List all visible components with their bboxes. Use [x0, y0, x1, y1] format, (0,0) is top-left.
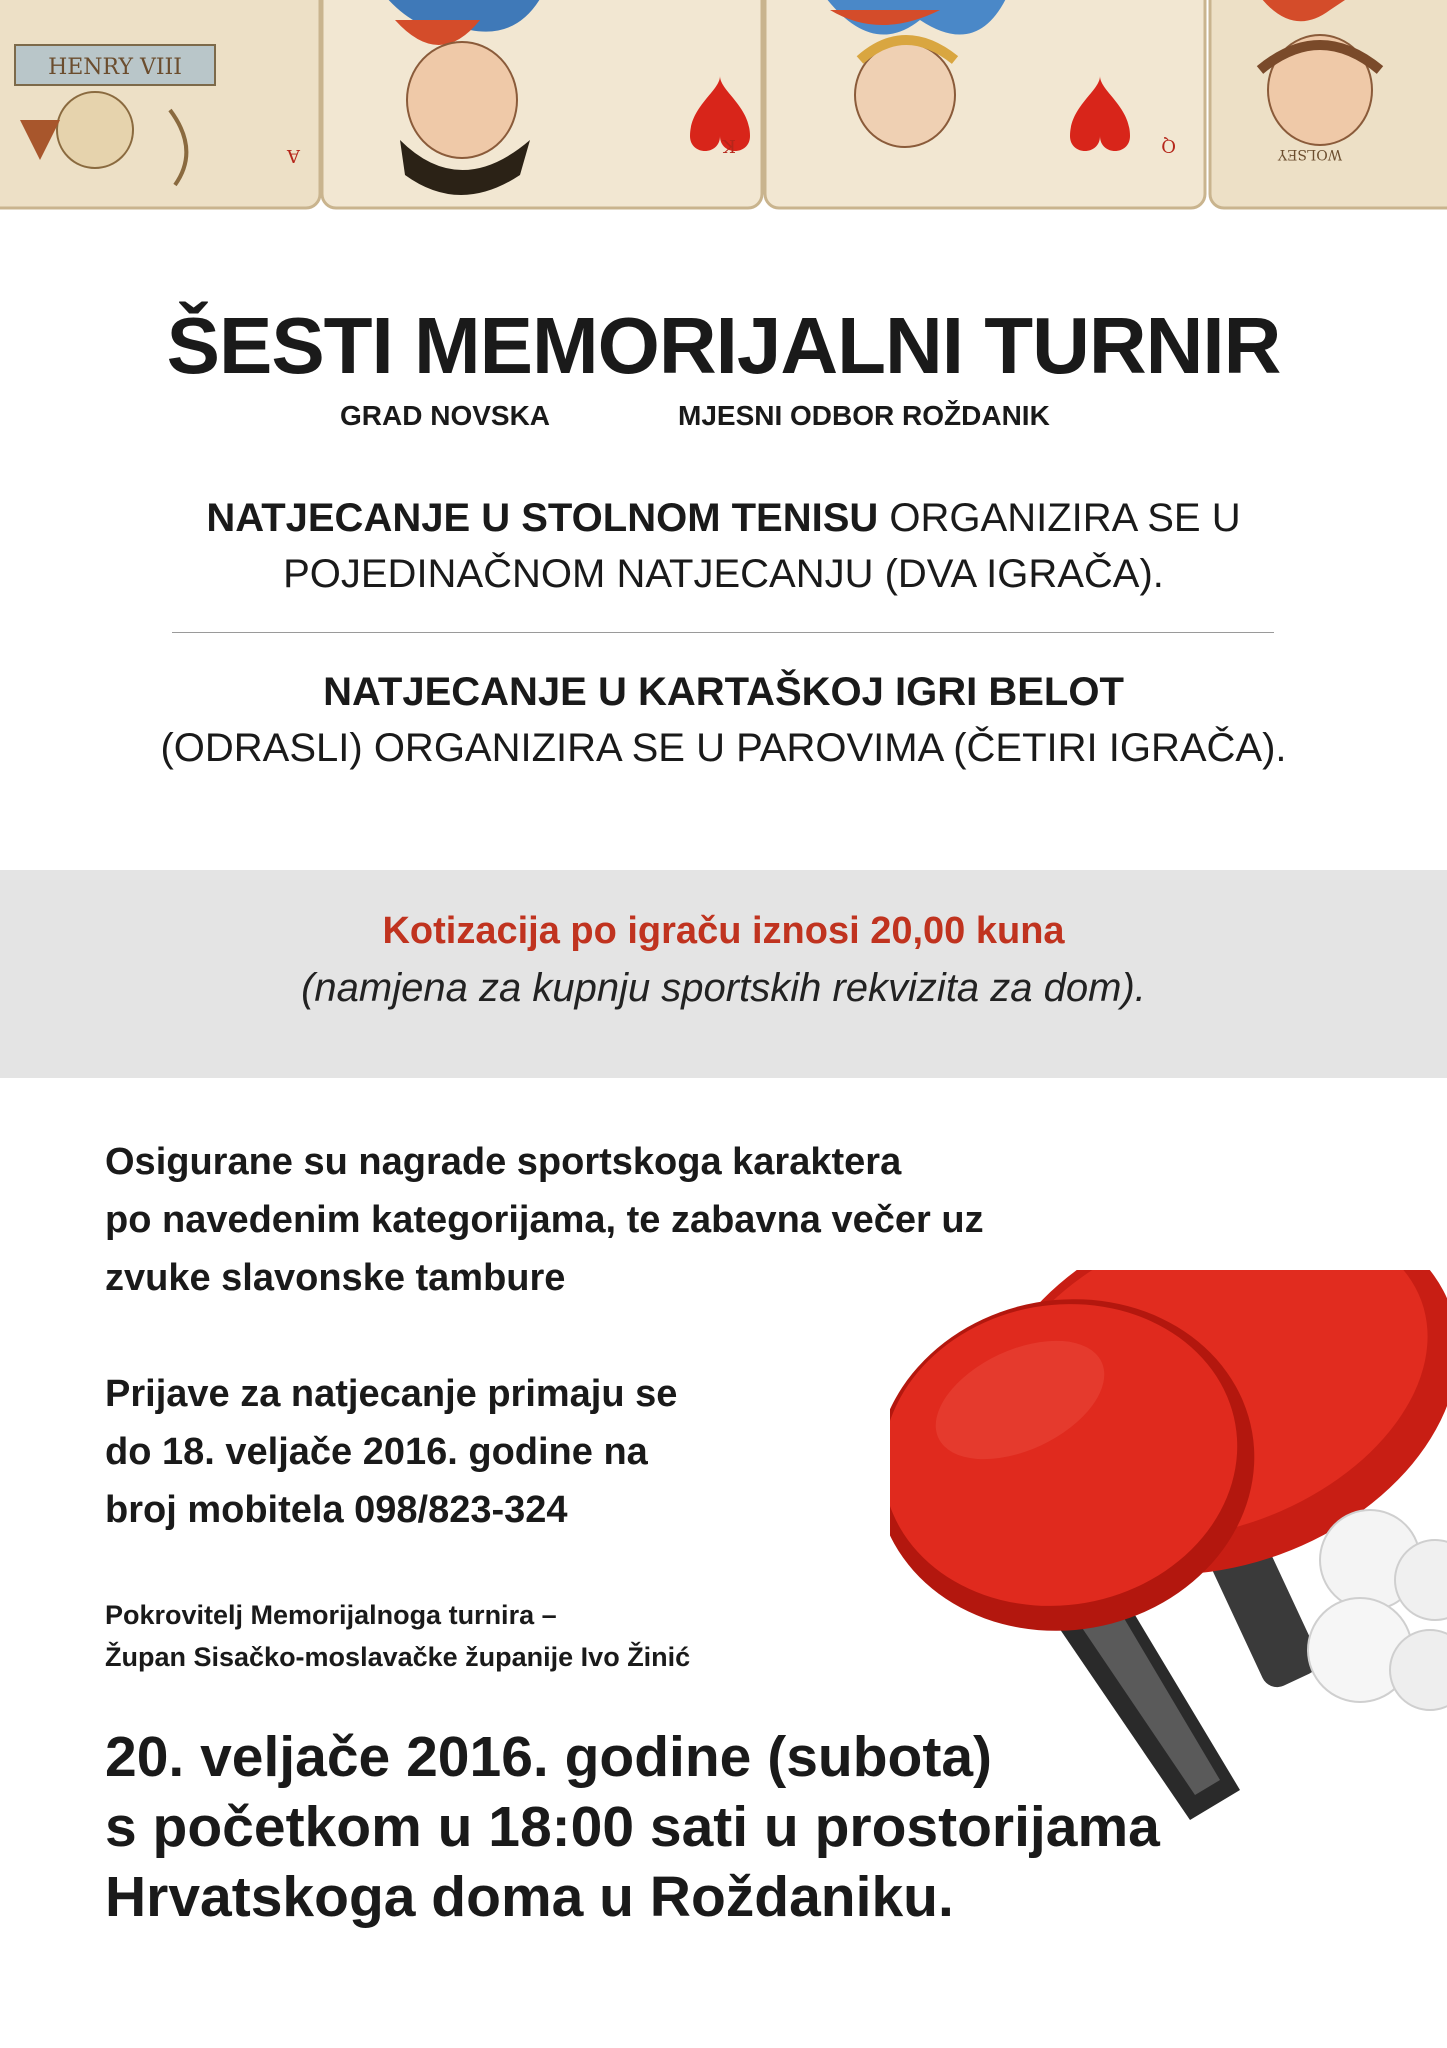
card-caption-wolsey: WOLSEY — [1277, 146, 1343, 162]
card-queen-of-hearts — [765, 0, 1205, 208]
organizer-city: GRAD NOVSKA — [340, 400, 551, 431]
registration-phone-line: broj mobitela 098/823-324 — [105, 1489, 568, 1531]
event-time: s početkom u 18:00 sati u prostorijama — [105, 1795, 1160, 1859]
belot-heading: NATJECANJE U KARTAŠKOJ IGRI BELOT — [323, 670, 1124, 714]
card-ace-of-hearts — [0, 0, 320, 208]
ping-pong-balls — [1308, 1510, 1447, 1710]
prizes-line: po navedenim kategorijama, te zabavna večer uz — [105, 1199, 984, 1241]
event-date: 20. veljače 2016. godine (subota) — [105, 1725, 993, 1789]
sponsor-line: Pokrovitelj Memorijalnoga turnira – — [105, 1600, 557, 1630]
card-caption-henry: HENRY VIII — [48, 55, 182, 80]
sponsor-line: Župan Sisačko-moslavačke županije Ivo Žinić — [105, 1642, 691, 1672]
card-index-q: Q — [1161, 135, 1176, 156]
event-venue: Hrvatskoga doma u Roždaniku. — [105, 1865, 954, 1929]
prizes-paragraph — [105, 1133, 984, 1307]
registration-paragraph — [105, 1365, 677, 1539]
table-tennis-line2: POJEDINAČNOM NATJECANJU (DVA IGRAČA). — [283, 552, 1164, 596]
card-jack-of-hearts — [1210, 0, 1447, 208]
organizer-committee: MJESNI ODBOR ROŽDANIK — [678, 400, 1050, 431]
prizes-line: Osigurane su nagrade sportskoga karaktera — [105, 1141, 902, 1183]
belot-announcement — [0, 664, 1447, 776]
registration-line: do 18. veljače 2016. godine na — [105, 1431, 648, 1473]
sponsor-paragraph — [105, 1594, 690, 1678]
table-tennis-heading: NATJECANJE U STOLNOM TENISU — [206, 496, 879, 540]
page-title: ŠESTI MEMORIJALNI TURNIR — [166, 301, 1281, 390]
registration-line: Prijave za natjecanje primaju se — [105, 1373, 678, 1415]
belot-details: (ODRASLI) ORGANIZIRA SE U PAROVIMA (ČETIRI IGRAČA). — [160, 726, 1287, 770]
card-index-a: A — [287, 145, 300, 166]
prizes-line: zvuke slavonske tambure — [105, 1257, 566, 1299]
section-divider — [172, 632, 1274, 633]
fee-purpose: (namjena za kupnju sportskih rekvizita za dom). — [301, 966, 1146, 1010]
card-king-of-hearts — [322, 0, 762, 208]
table-tennis-line1-rest: ORGANIZIRA SE U — [878, 496, 1241, 540]
playing-cards-banner — [0, 0, 1447, 215]
fee-amount: Kotizacija po igraču iznosi 20,00 kuna — [382, 910, 1065, 952]
table-tennis-announcement — [0, 490, 1447, 602]
card-index-k: K — [722, 135, 736, 156]
event-details — [105, 1722, 1160, 1932]
